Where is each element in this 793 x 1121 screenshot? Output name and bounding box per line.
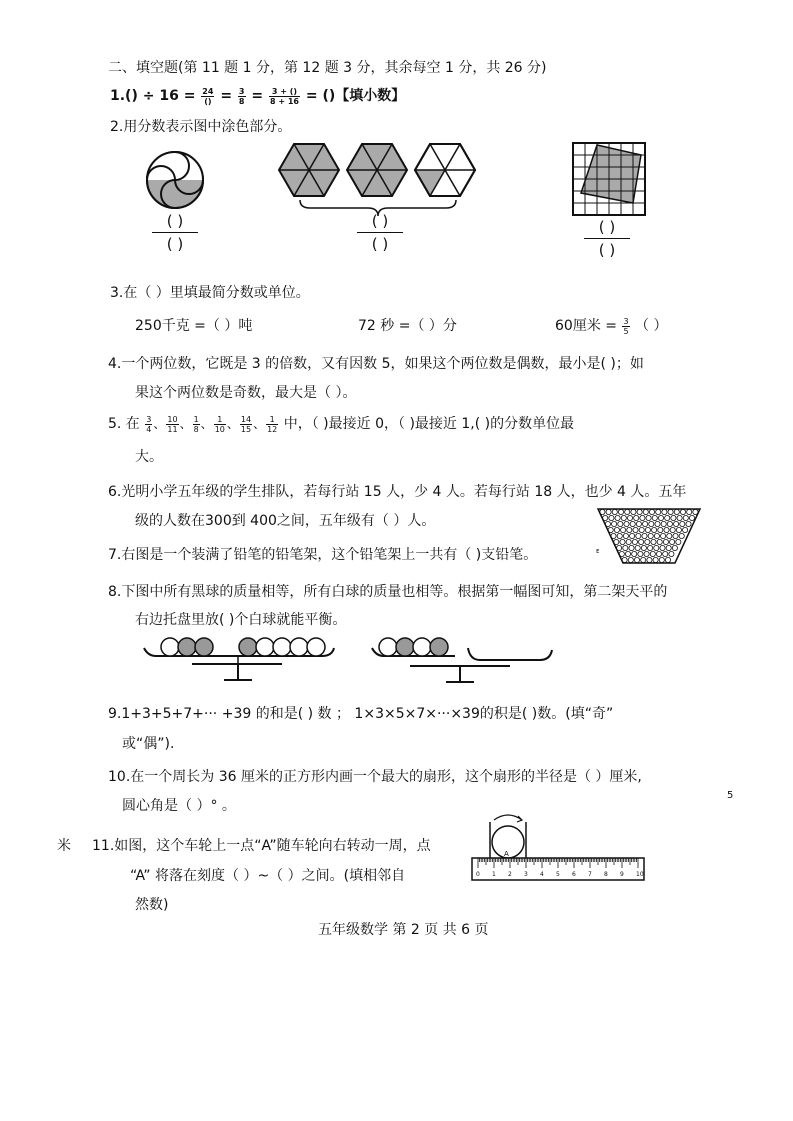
separator: 、 bbox=[253, 417, 266, 431]
balance-scale-2 bbox=[370, 634, 555, 688]
ruler-tick-label: 9 bbox=[620, 871, 624, 878]
section-title: 二、填空题(第 11 题 1 分，第 12 题 3 分，其余每空 1 分，共 26 分) bbox=[108, 60, 547, 76]
question-1 bbox=[110, 86, 405, 106]
question-10-line-2: 圆心角是（ ）° 。 bbox=[122, 798, 236, 814]
question-9-line-1: 9.1+3+5+7+··· +39 的和是( ) 数 ； 1×3×5×7×···×39的积是( )数。(填“奇” bbox=[108, 706, 614, 722]
q5-fraction: $\frac{14}{15}$ bbox=[240, 414, 252, 434]
small-mark: ᴇ bbox=[596, 547, 600, 555]
question-3: 3.在（ ）里填最简分数或单位。 bbox=[110, 285, 310, 301]
q1-tail: = ()【填小数】 bbox=[305, 88, 406, 104]
separator: 、 bbox=[179, 417, 192, 431]
hexagon-fraction-figure bbox=[277, 142, 477, 200]
pencil-holder-figure bbox=[597, 508, 701, 564]
question-11-line-2: “A” 将落在刻度（ ）~（ ）之间。(填相邻自 bbox=[130, 868, 406, 884]
question-4-line-1: 4.一个两位数，它既是 3 的倍数，又有因数 5，如果这个两位数是偶数，最小是( )；如 bbox=[108, 356, 644, 372]
balance-scale-1 bbox=[142, 634, 342, 688]
grid-square-figure bbox=[573, 143, 645, 215]
question-5: 5. 在 $\frac{3}{4}$ 、 $\frac{10}{11}$ 、 $\frac{1}{8}$ 、 $\frac{1}{10}$ 、 $\frac{14}{15}$ 、 $\frac{1}{12}$ 中，（ )最接近 0，（ )最接近 1,( )的分数单位最 bbox=[108, 414, 575, 434]
question-4-line-2: 果这个两位数是奇数，最大是（ ）。 bbox=[135, 385, 357, 401]
wheel-ruler-figure bbox=[470, 812, 650, 882]
q5-fraction: $\frac{1}{10}$ bbox=[214, 414, 225, 434]
ruler-tick-label: 3 bbox=[524, 871, 528, 878]
ruler-tick-label: 2 bbox=[508, 871, 512, 878]
question-2: 2.用分数表示图中涂色部分。 bbox=[110, 119, 292, 135]
q5-fraction: $\frac{10}{11}$ bbox=[167, 414, 178, 434]
side-page-number: 5 bbox=[727, 790, 734, 801]
answer-fraction-1[interactable]: ( ) ( ) bbox=[152, 212, 198, 253]
q1-lead: 1.() ÷ 16 = bbox=[110, 88, 196, 104]
answer-fraction-3[interactable]: ( ) ( ) bbox=[584, 218, 630, 259]
question-11-line-1: 11.如图，这个车轮上一点“A”随车轮向右转动一周，点 bbox=[92, 838, 431, 854]
question-5-line-2: 大。 bbox=[135, 449, 163, 465]
ruler-tick-label: 4 bbox=[540, 871, 544, 878]
ruler-tick-label: 1 bbox=[492, 871, 496, 878]
ruler-tick-label: 0 bbox=[476, 871, 480, 878]
q5-fraction: $\frac{3}{4}$ bbox=[146, 414, 152, 434]
hexagon-1 bbox=[279, 144, 339, 196]
q3-part-a: 250千克 =（ ）吨 bbox=[135, 318, 253, 334]
ruler-tick-label: 10 bbox=[636, 871, 644, 878]
separator: 、 bbox=[226, 417, 239, 431]
q1-fraction-1: $\frac{24}{()}$ bbox=[202, 86, 214, 106]
q5-fraction-list bbox=[144, 416, 279, 432]
question-6-line-1: 6.光明小学五年级的学生排队，若每行站 15 人，少 4 人。若每行站 18 人，也少 4 人。五年 bbox=[108, 484, 687, 500]
ruler-tick-label: 8 bbox=[604, 871, 608, 878]
q3-part-b: 72 秒 =（ ）分 bbox=[358, 318, 457, 334]
q1-fraction-2: $\frac{3}{8}$ bbox=[238, 86, 245, 106]
hexagon-2 bbox=[347, 144, 407, 196]
hexagon-3 bbox=[415, 144, 475, 196]
wheel-point-label: A bbox=[504, 850, 509, 858]
ruler-tick-label: 7 bbox=[588, 871, 592, 878]
ruler-tick-label: 6 bbox=[572, 871, 576, 878]
q5-fraction: $\frac{1}{8}$ bbox=[193, 414, 199, 434]
separator: 、 bbox=[200, 417, 213, 431]
shaded-circle-figure bbox=[145, 150, 205, 210]
page-footer: 五年级数学 第 2 页 共 6 页 bbox=[318, 922, 489, 938]
question-9-line-2: 或“偶”). bbox=[122, 736, 175, 752]
q1-equals: = bbox=[220, 88, 233, 104]
ruler-tick-label: 5 bbox=[556, 871, 560, 878]
question-10-line-1: 10.在一个周长为 36 厘米的正方形内画一个最大的扇形，这个扇形的半径是（ ）厘米, bbox=[108, 769, 642, 785]
q5-fraction: $\frac{1}{12}$ bbox=[267, 414, 278, 434]
question-11-line-3: 然数) bbox=[135, 897, 169, 913]
margin-char: 米 bbox=[57, 838, 71, 854]
q3-fraction: $\frac{3}{5}$ bbox=[623, 316, 629, 336]
question-7: 7.右图是一个装满了铅笔的铅笔架，这个铅笔架上一共有（ )支铅笔。 bbox=[108, 547, 538, 563]
question-8-line-1: 8.下图中所有黑球的质量相等，所有白球的质量也相等。根据第一幅图可知，第二架天平的 bbox=[108, 584, 668, 600]
q1-equals: = bbox=[251, 88, 264, 104]
question-8-line-2: 右边托盘里放( )个白球就能平衡。 bbox=[135, 612, 347, 628]
question-6-line-2: 级的人数在300到 400之间，五年级有（ ）人。 bbox=[135, 513, 436, 529]
answer-fraction-2[interactable]: ( ) ( ) bbox=[357, 212, 403, 253]
q3-part-c: 60厘米 = $\frac{3}{5}$ （ ） bbox=[555, 316, 668, 336]
q1-fraction-3: $\frac{3 + ()}{8 + 16}$ bbox=[269, 86, 299, 106]
separator: 、 bbox=[153, 417, 166, 431]
